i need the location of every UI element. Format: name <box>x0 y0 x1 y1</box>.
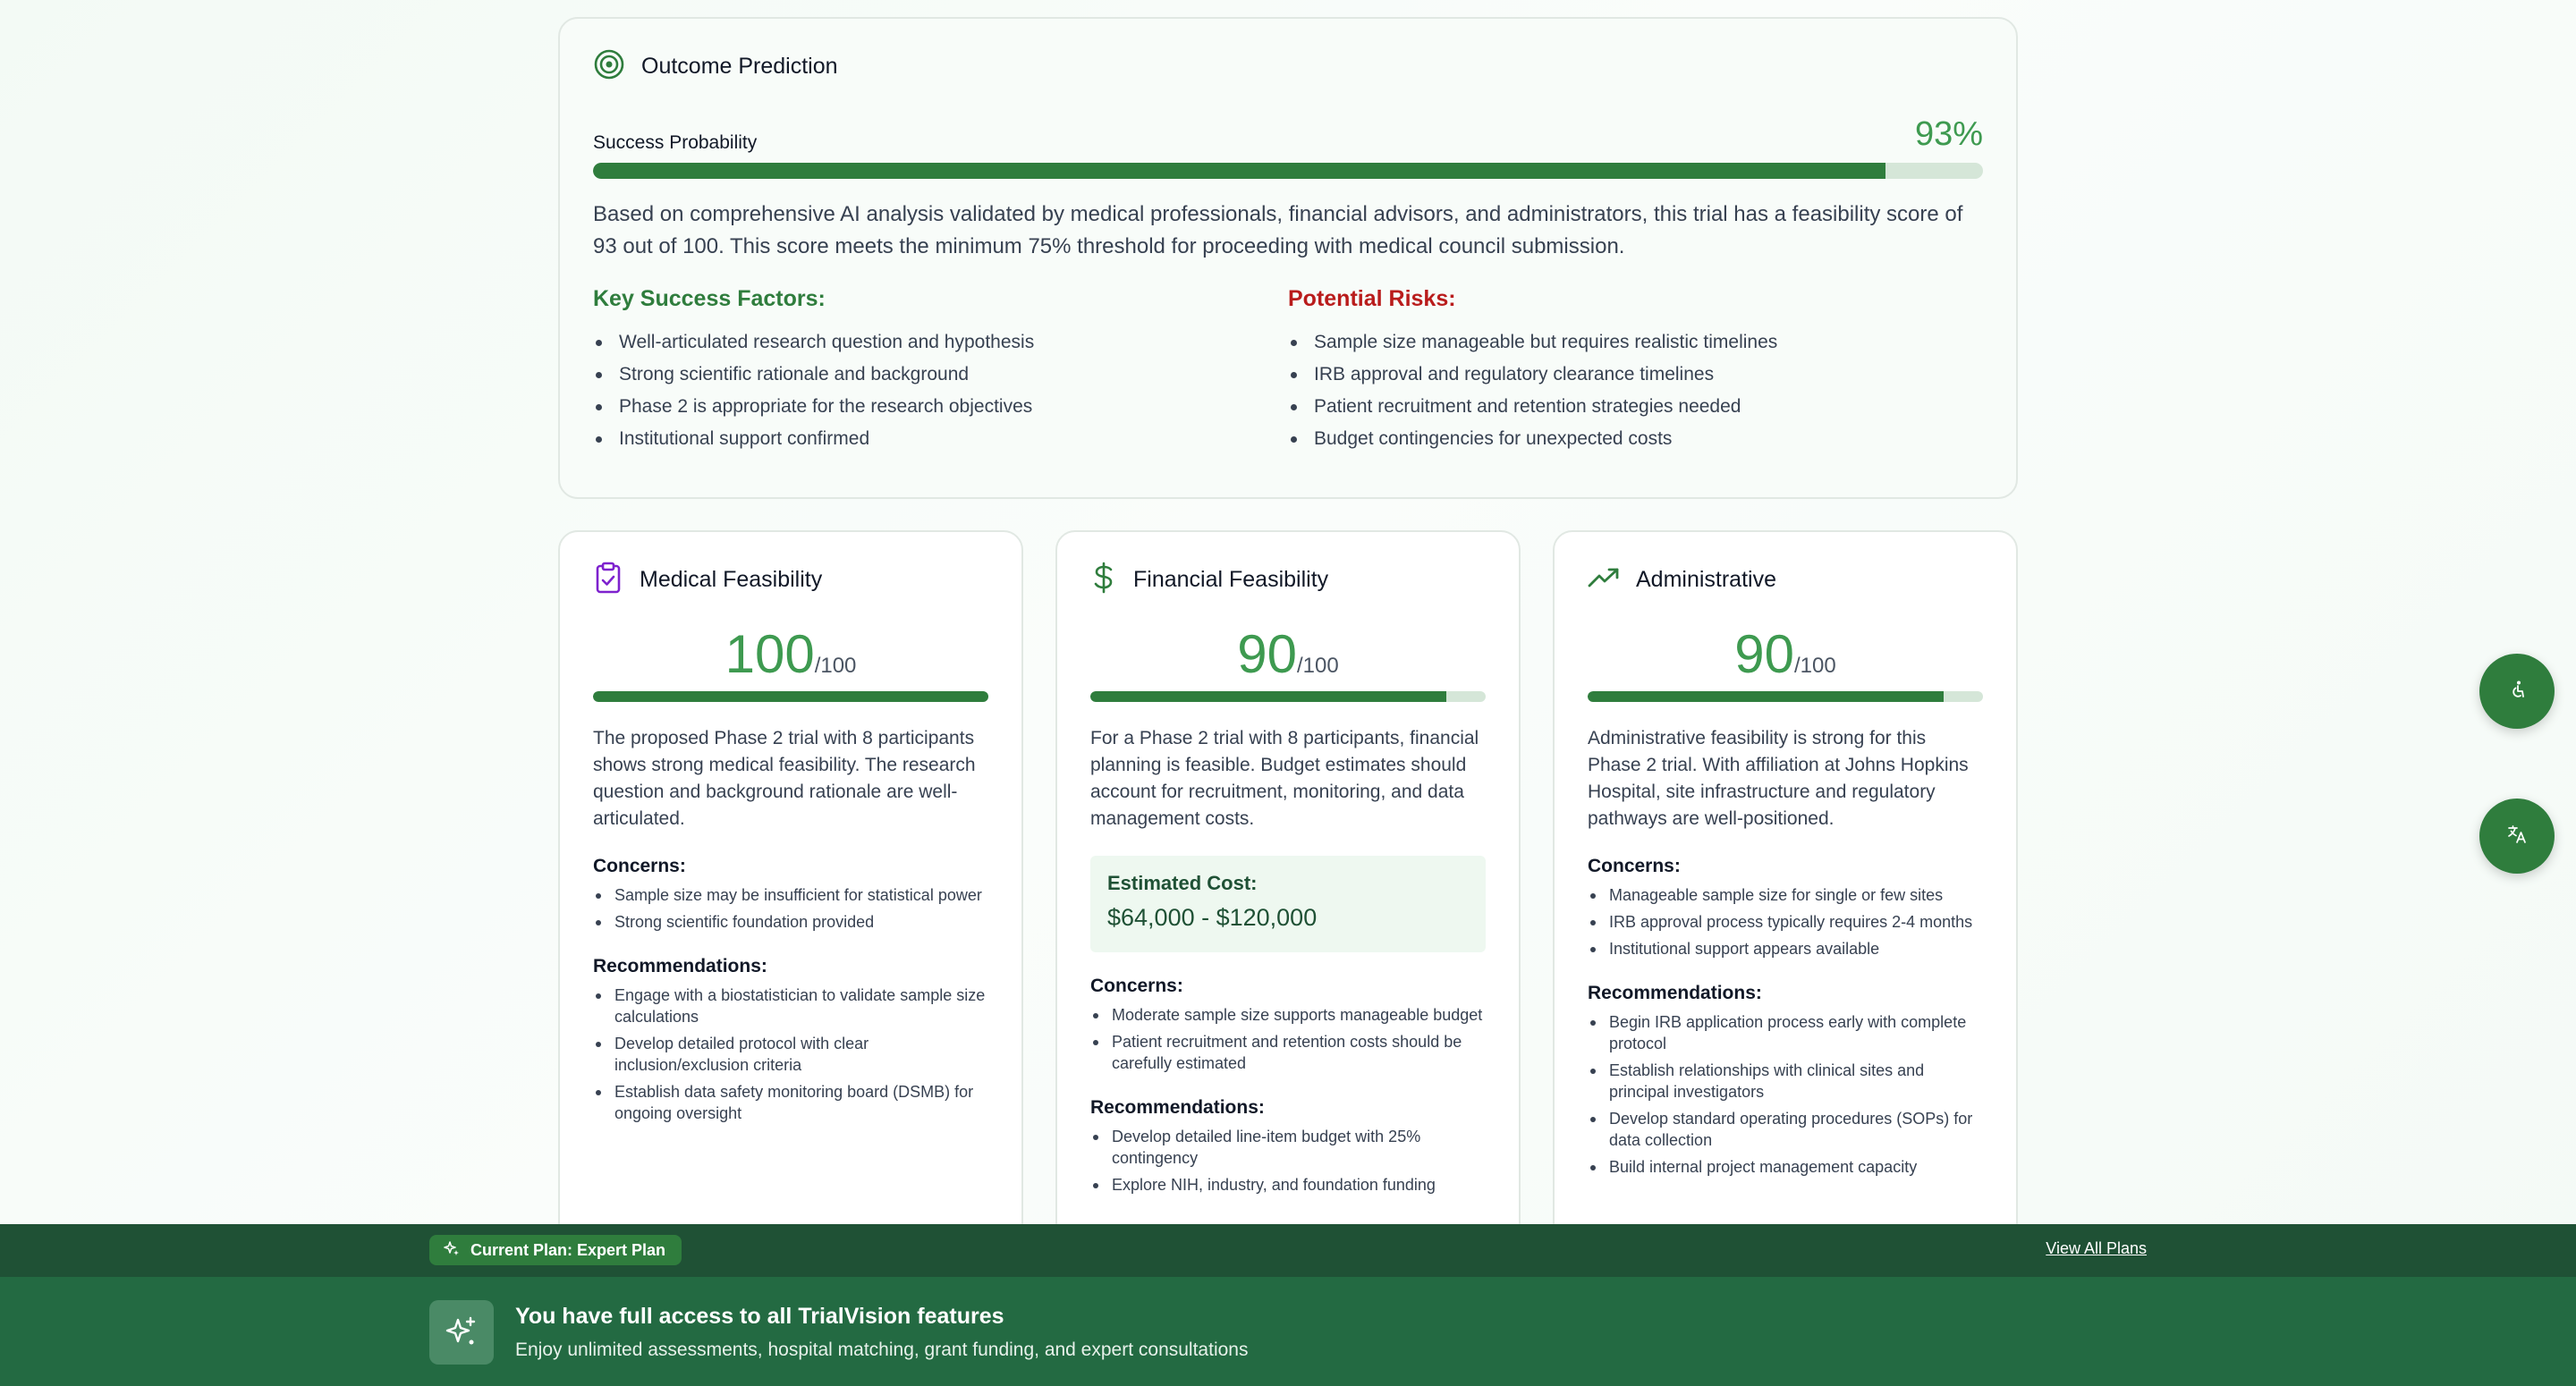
recommendation-item: Engage with a biostatistician to validate sample size calculations <box>593 985 988 1027</box>
success-factor-item: Institutional support confirmed <box>593 423 1288 455</box>
financial-feasibility-title: Financial Feasibility <box>1133 566 1329 592</box>
risk-item: Patient recruitment and retention strategies needed <box>1288 391 1983 423</box>
financial-recommendations-title: Recommendations: <box>1090 1097 1265 1118</box>
administrative-feasibility-card <box>1553 530 2018 1246</box>
administrative-description: Administrative feasibility is strong for this Phase 2 trial. With affiliation at Johns Hopkins Hospital, site infrastructure and regulatory pathways are well-positioned. <box>1588 728 1969 829</box>
medical-recommendations-title: Recommendations: <box>593 956 767 976</box>
administrative-score-value: 90 <box>1734 624 1795 684</box>
success-factor-item: Strong scientific rationale and background <box>593 359 1288 391</box>
clipboard-check-icon <box>593 562 623 598</box>
accessibility-button[interactable] <box>2479 654 2555 729</box>
current-plan-badge <box>429 1235 682 1265</box>
full-access-banner <box>0 1277 2576 1386</box>
risk-item: Sample size manageable but requires realistic timelines <box>1288 326 1983 359</box>
full-access-title: You have full access to all TrialVision features <box>515 1304 1004 1329</box>
medical-score <box>593 623 988 684</box>
medical-feasibility-title: Medical Feasibility <box>640 566 823 592</box>
estimated-cost-label: Estimated Cost: <box>1107 872 1258 894</box>
concern-item: Patient recruitment and retention costs should be carefully estimated <box>1090 1031 1486 1074</box>
progress-fill <box>1090 691 1446 702</box>
financial-score-value: 90 <box>1237 624 1298 684</box>
financial-score-max: /100 <box>1297 654 1339 678</box>
financial-feasibility-card <box>1055 530 1521 1246</box>
concern-item: Sample size may be insufficient for statistical power <box>593 884 988 906</box>
estimated-cost-value: $64,000 - $120,000 <box>1107 904 1318 931</box>
success-factor-item: Phase 2 is appropriate for the research objectives <box>593 391 1288 423</box>
concern-list <box>593 884 988 933</box>
dollar-icon <box>1090 562 1117 598</box>
recommendation-item: Develop standard operating procedures (SOPs) for data collection <box>1588 1108 1983 1151</box>
administrative-score-bar <box>1588 691 1983 702</box>
target-icon <box>593 48 625 85</box>
medical-score-max: /100 <box>814 654 857 678</box>
success-probability-label: Success Probability <box>593 132 758 153</box>
financial-score-bar <box>1090 691 1486 702</box>
administrative-concerns-title: Concerns: <box>1588 856 1681 876</box>
success-probability-value: 93% <box>1914 115 1983 153</box>
concern-list <box>1090 1004 1486 1074</box>
key-success-factors <box>593 286 1288 455</box>
estimated-cost-box <box>1090 856 1486 952</box>
success-factor-list <box>593 326 1288 455</box>
concern-item: Strong scientific foundation provided <box>593 911 988 933</box>
outcome-summary: Based on comprehensive AI analysis validated by medical professionals, financial advisors, and administrators, this trial has a feasibility score of 93 out of 100. This score meets the minimum 75% threshold for proceeding with medical council submission. <box>593 202 1963 258</box>
progress-fill <box>593 691 988 702</box>
concern-item: Manageable sample size for single or few sites <box>1588 884 1983 906</box>
recommendation-item: Develop detailed line-item budget with 25% contingency <box>1090 1126 1486 1169</box>
concern-list <box>1588 884 1983 959</box>
medical-score-bar <box>593 691 988 702</box>
financial-concerns-title: Concerns: <box>1090 976 1183 996</box>
outcome-title: Outcome Prediction <box>641 53 838 79</box>
risk-list <box>1288 326 1983 455</box>
concern-item: Institutional support appears available <box>1588 938 1983 959</box>
recommendation-list <box>1588 1011 1983 1178</box>
trending-up-icon <box>1588 562 1620 598</box>
success-probability-bar <box>593 163 1983 179</box>
recommendation-item: Develop detailed protocol with clear inclusion/exclusion criteria <box>593 1033 988 1076</box>
administrative-title: Administrative <box>1636 566 1776 592</box>
recommendation-item: Build internal project management capacity <box>1588 1156 1983 1178</box>
medical-score-value: 100 <box>724 624 815 684</box>
progress-fill <box>593 163 1885 179</box>
administrative-score <box>1588 623 1983 684</box>
key-success-factors-title: Key Success Factors: <box>593 286 826 311</box>
administrative-recommendations-title: Recommendations: <box>1588 983 1762 1003</box>
recommendation-list <box>593 985 988 1124</box>
sparkles-icon <box>444 1240 460 1261</box>
potential-risks <box>1288 286 1983 455</box>
financial-score <box>1090 623 1486 684</box>
translate-button[interactable] <box>2479 799 2555 874</box>
concern-item: Moderate sample size supports manageable budget <box>1090 1004 1486 1026</box>
medical-concerns-title: Concerns: <box>593 856 686 876</box>
outcome-header <box>593 49 1983 83</box>
accessibility-icon <box>2507 680 2527 704</box>
risk-item: IRB approval and regulatory clearance timelines <box>1288 359 1983 391</box>
potential-risks-title: Potential Risks: <box>1288 286 1456 311</box>
success-factor-item: Well-articulated research question and hypothesis <box>593 326 1288 359</box>
translate-icon <box>2506 824 2528 849</box>
plan-bar <box>0 1224 2576 1277</box>
progress-fill <box>1588 691 1944 702</box>
outcome-prediction-card <box>558 17 2018 499</box>
recommendation-item: Explore NIH, industry, and foundation funding <box>1090 1174 1486 1196</box>
recommendation-item: Establish relationships with clinical sites and principal investigators <box>1588 1060 1983 1103</box>
sparkles-icon <box>429 1300 494 1365</box>
medical-feasibility-card <box>558 530 1023 1246</box>
concern-item: IRB approval process typically requires 2-4 months <box>1588 911 1983 933</box>
recommendation-item: Establish data safety monitoring board (DSMB) for ongoing oversight <box>593 1081 988 1124</box>
view-all-plans-link[interactable]: View All Plans <box>2046 1239 2147 1257</box>
recommendation-list <box>1090 1126 1486 1196</box>
medical-description: The proposed Phase 2 trial with 8 participants shows strong medical feasibility. The research question and background rationale are well-articulated. <box>593 728 976 829</box>
current-plan-label: Current Plan: Expert Plan <box>470 1240 666 1259</box>
full-access-subtitle: Enjoy unlimited assessments, hospital matching, grant funding, and expert consultations <box>515 1340 1249 1360</box>
recommendation-item: Begin IRB application process early with complete protocol <box>1588 1011 1983 1054</box>
risk-item: Budget contingencies for unexpected costs <box>1288 423 1983 455</box>
financial-description: For a Phase 2 trial with 8 participants, financial planning is feasible. Budget estimates should account for recruitment, monitoring, and data management costs. <box>1090 728 1479 829</box>
administrative-score-max: /100 <box>1794 654 1836 678</box>
